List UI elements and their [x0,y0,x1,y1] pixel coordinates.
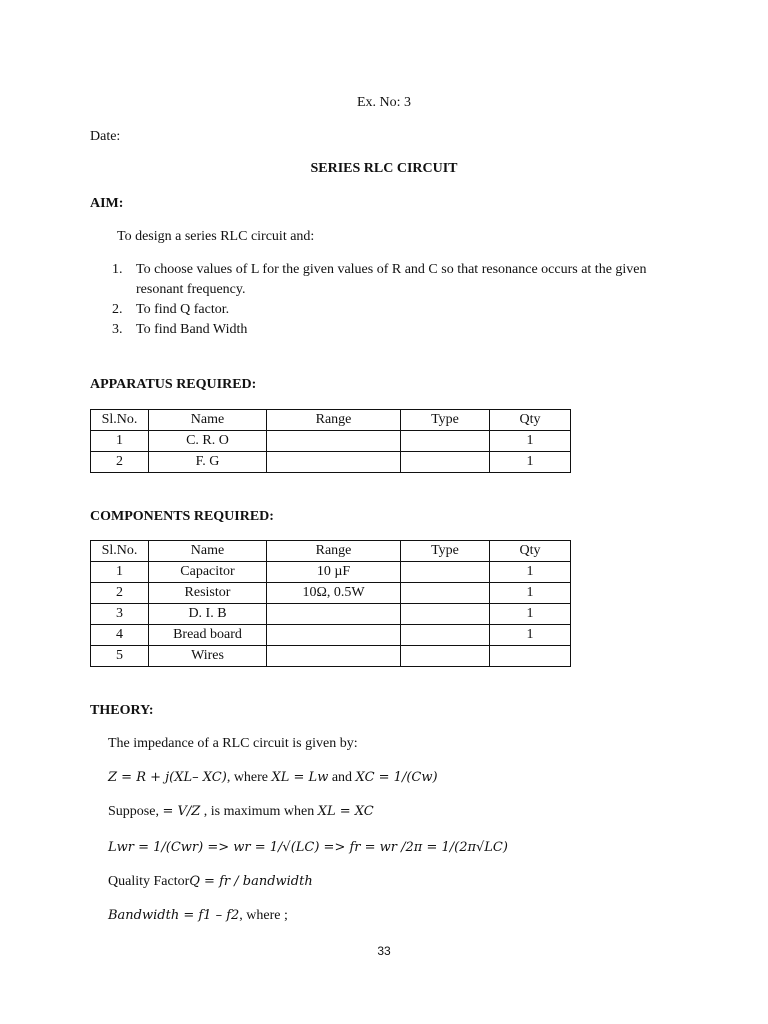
aim-item [90,320,690,340]
page-number: 33 [377,944,391,958]
table-cell [401,562,490,583]
aim-item-number: 2. [112,302,123,317]
table-cell [490,646,571,667]
aim-item-number: 3. [112,322,123,337]
table-cell: Resistor [149,583,267,604]
aim-intro: To design a series RLC circuit and: [117,229,315,244]
table-cell: 1 [490,625,571,646]
table-cell [267,604,401,625]
equation-term: Bandwidth = f1 – f2 [108,908,240,923]
aim-item [90,260,690,300]
equation-term: XC = 1/(Cw) [355,770,438,785]
table-cell [401,646,490,667]
table-cell: F. G [149,452,267,473]
table-cell [401,452,490,473]
table-cell: 5 [91,646,149,667]
column-header: Qty [490,541,571,562]
exercise-number: Ex. No: 3 [356,95,412,110]
table-cell [267,625,401,646]
date-label: Date: [90,129,121,144]
aim-item [90,300,690,320]
theory-intro: The impedance of a RLC circuit is given by: [108,736,358,751]
table-row [91,562,571,583]
table-cell [267,431,401,452]
column-header: Type [401,541,490,562]
document-title: SERIES RLC CIRCUIT [310,161,458,176]
quality-factor-equation [108,873,313,891]
column-header: Qty [490,410,571,431]
equation-text: , where ; [239,908,288,923]
components-table [90,540,571,667]
resonance-condition [108,803,374,821]
column-header: Sl.No. [91,541,149,562]
bandwidth-equation [108,907,288,925]
table-cell: 1 [490,604,571,625]
apparatus-table [90,409,571,473]
aim-item-text: To choose values of L for the given values of R and C so that resonance occurs at the given [136,262,647,277]
table-row [91,452,571,473]
equation-text: Suppose, [108,804,163,819]
column-header: Range [267,541,401,562]
table-cell: Wires [149,646,267,667]
table-cell [267,452,401,473]
table-row [91,625,571,646]
equation-text: and [328,770,356,785]
equation-text: , where [226,770,272,785]
resonant-frequency-equation: Lwr = 1/(Cwr) => wr = 1/√(LC) => fr = wr /2π = 1/(2π√LC) [108,840,508,855]
table-cell: 1 [490,583,571,604]
aim-list [90,260,690,340]
table-row [91,646,571,667]
table-cell [267,646,401,667]
table-cell: 4 [91,625,149,646]
equation-text: Quality Factor [108,874,190,889]
table-cell: 1 [91,431,149,452]
column-header: Name [149,410,267,431]
equation-text: , is maximum when [200,804,318,819]
aim-item-text-cont: resonant frequency. [136,282,246,297]
table-cell [401,583,490,604]
table-row [91,431,571,452]
equation-term: XL = Lw [271,770,329,785]
table-cell: 2 [91,452,149,473]
table-row [91,604,571,625]
column-header: Sl.No. [91,410,149,431]
table-cell: 1 [490,562,571,583]
table-cell [401,604,490,625]
table-cell: 2 [91,583,149,604]
table-cell: 1 [91,562,149,583]
table-cell: D. I. B [149,604,267,625]
table-cell [401,625,490,646]
table-cell: Capacitor [149,562,267,583]
aim-item-number: 1. [112,262,123,277]
table-cell [401,431,490,452]
table-header-row [91,541,571,562]
table-cell: 10Ω, 0.5W [267,583,401,604]
column-header: Range [267,410,401,431]
apparatus-heading: APPARATUS REQUIRED: [90,377,257,392]
column-header: Name [149,541,267,562]
column-header: Type [401,410,490,431]
equation-term: Q = fr / bandwidth [189,874,313,889]
impedance-equation [108,769,438,787]
table-cell: 3 [91,604,149,625]
theory-heading: THEORY: [90,703,154,718]
aim-item-text: To find Q factor. [136,302,230,317]
table-row [91,583,571,604]
table-cell: C. R. O [149,431,267,452]
table-cell: 1 [490,452,571,473]
equation-term: Z = R + j(XL– XC) [108,770,227,785]
table-cell: Bread board [149,625,267,646]
equation-term: XL = XC [317,804,374,819]
components-heading: COMPONENTS REQUIRED: [90,509,274,524]
table-cell: 1 [490,431,571,452]
aim-heading: AIM: [90,196,124,211]
aim-item-text: To find Band Width [136,322,248,337]
table-header-row [91,410,571,431]
table-cell: 10 µF [267,562,401,583]
equation-term: = V/Z [162,804,201,819]
